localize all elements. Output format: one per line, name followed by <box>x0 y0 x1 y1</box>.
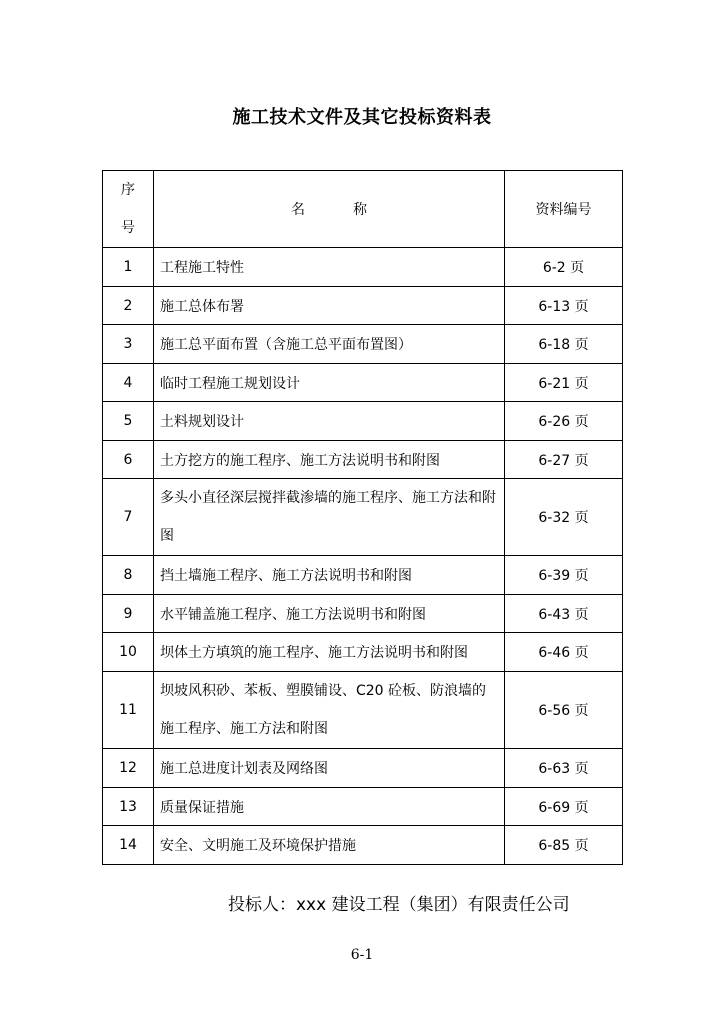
document-title: 施工技术文件及其它投标资料表 <box>232 107 492 128</box>
bidder-signature: 投标人：xxx 建设工程（集团）有限责任公司 <box>228 895 570 915</box>
row-name: 挡土墙施工程序、施工方法说明书和附图 <box>154 556 505 595</box>
row-page: 6-18 页 <box>505 325 623 364</box>
table-row <box>103 633 623 672</box>
table-row <box>103 441 623 479</box>
row-no: 3 <box>103 325 154 364</box>
row-name: 土方挖方的施工程序、施工方法说明书和附图 <box>154 441 505 479</box>
row-page: 6-32 页 <box>505 479 623 556</box>
row-page: 6-39 页 <box>505 556 623 595</box>
table-row <box>103 364 623 402</box>
row-no: 7 <box>103 479 154 556</box>
row-no: 12 <box>103 749 154 788</box>
row-no: 13 <box>103 788 154 826</box>
table-row <box>103 672 623 749</box>
row-name: 质量保证措施 <box>154 788 505 826</box>
table-row <box>103 287 623 325</box>
row-page: 6-27 页 <box>505 441 623 479</box>
row-no: 14 <box>103 826 154 865</box>
row-no: 11 <box>103 672 154 749</box>
row-no: 8 <box>103 556 154 595</box>
row-page: 6-56 页 <box>505 672 623 749</box>
row-name: 坝体土方填筑的施工程序、施工方法说明书和附图 <box>154 633 505 672</box>
row-page: 6-69 页 <box>505 788 623 826</box>
row-name: 坝坡风积砂、苯板、塑膜铺设、C20 砼板、防浪墙的施工程序、施工方法和附图 <box>154 672 505 749</box>
row-no: 5 <box>103 402 154 441</box>
row-name: 施工总进度计划表及网络图 <box>154 749 505 788</box>
row-no: 2 <box>103 287 154 325</box>
table-header-row <box>103 171 623 248</box>
row-page: 6-21 页 <box>505 364 623 402</box>
row-page: 6-26 页 <box>505 402 623 441</box>
row-page: 6-43 页 <box>505 595 623 633</box>
row-page: 6-85 页 <box>505 826 623 865</box>
row-no: 9 <box>103 595 154 633</box>
row-no: 10 <box>103 633 154 672</box>
row-name: 土料规划设计 <box>154 402 505 441</box>
row-page: 6-63 页 <box>505 749 623 788</box>
row-name: 临时工程施工规划设计 <box>154 364 505 402</box>
table-row <box>103 248 623 287</box>
table-row <box>103 788 623 826</box>
table-row <box>103 826 623 865</box>
table-row <box>103 749 623 788</box>
row-name: 多头小直径深层搅拌截渗墙的施工程序、施工方法和附图 <box>154 479 505 556</box>
header-name-cell <box>154 171 505 248</box>
header-name-left: 名 <box>291 202 305 218</box>
row-name: 水平铺盖施工程序、施工方法说明书和附图 <box>154 595 505 633</box>
table-row <box>103 556 623 595</box>
table-row <box>103 479 623 556</box>
row-page: 6-2 页 <box>505 248 623 287</box>
table-row <box>103 325 623 364</box>
header-name-right: 称 <box>353 202 367 218</box>
row-name: 施工总平面布置（含施工总平面布置图） <box>154 325 505 364</box>
row-name: 工程施工特性 <box>154 248 505 287</box>
row-name: 安全、文明施工及环境保护措施 <box>154 826 505 865</box>
row-no: 6 <box>103 441 154 479</box>
materials-table <box>102 170 623 865</box>
row-no: 1 <box>103 248 154 287</box>
header-no-line2: 号 <box>121 220 135 236</box>
row-name: 施工总体布署 <box>154 287 505 325</box>
table-row <box>103 595 623 633</box>
row-page: 6-13 页 <box>505 287 623 325</box>
header-page-cell: 资料编号 <box>505 171 623 248</box>
row-no: 4 <box>103 364 154 402</box>
header-no-cell <box>103 171 154 248</box>
page-number: 6-1 <box>350 947 374 963</box>
row-page: 6-46 页 <box>505 633 623 672</box>
table-row <box>103 402 623 441</box>
header-no-line1: 序 <box>121 182 135 198</box>
